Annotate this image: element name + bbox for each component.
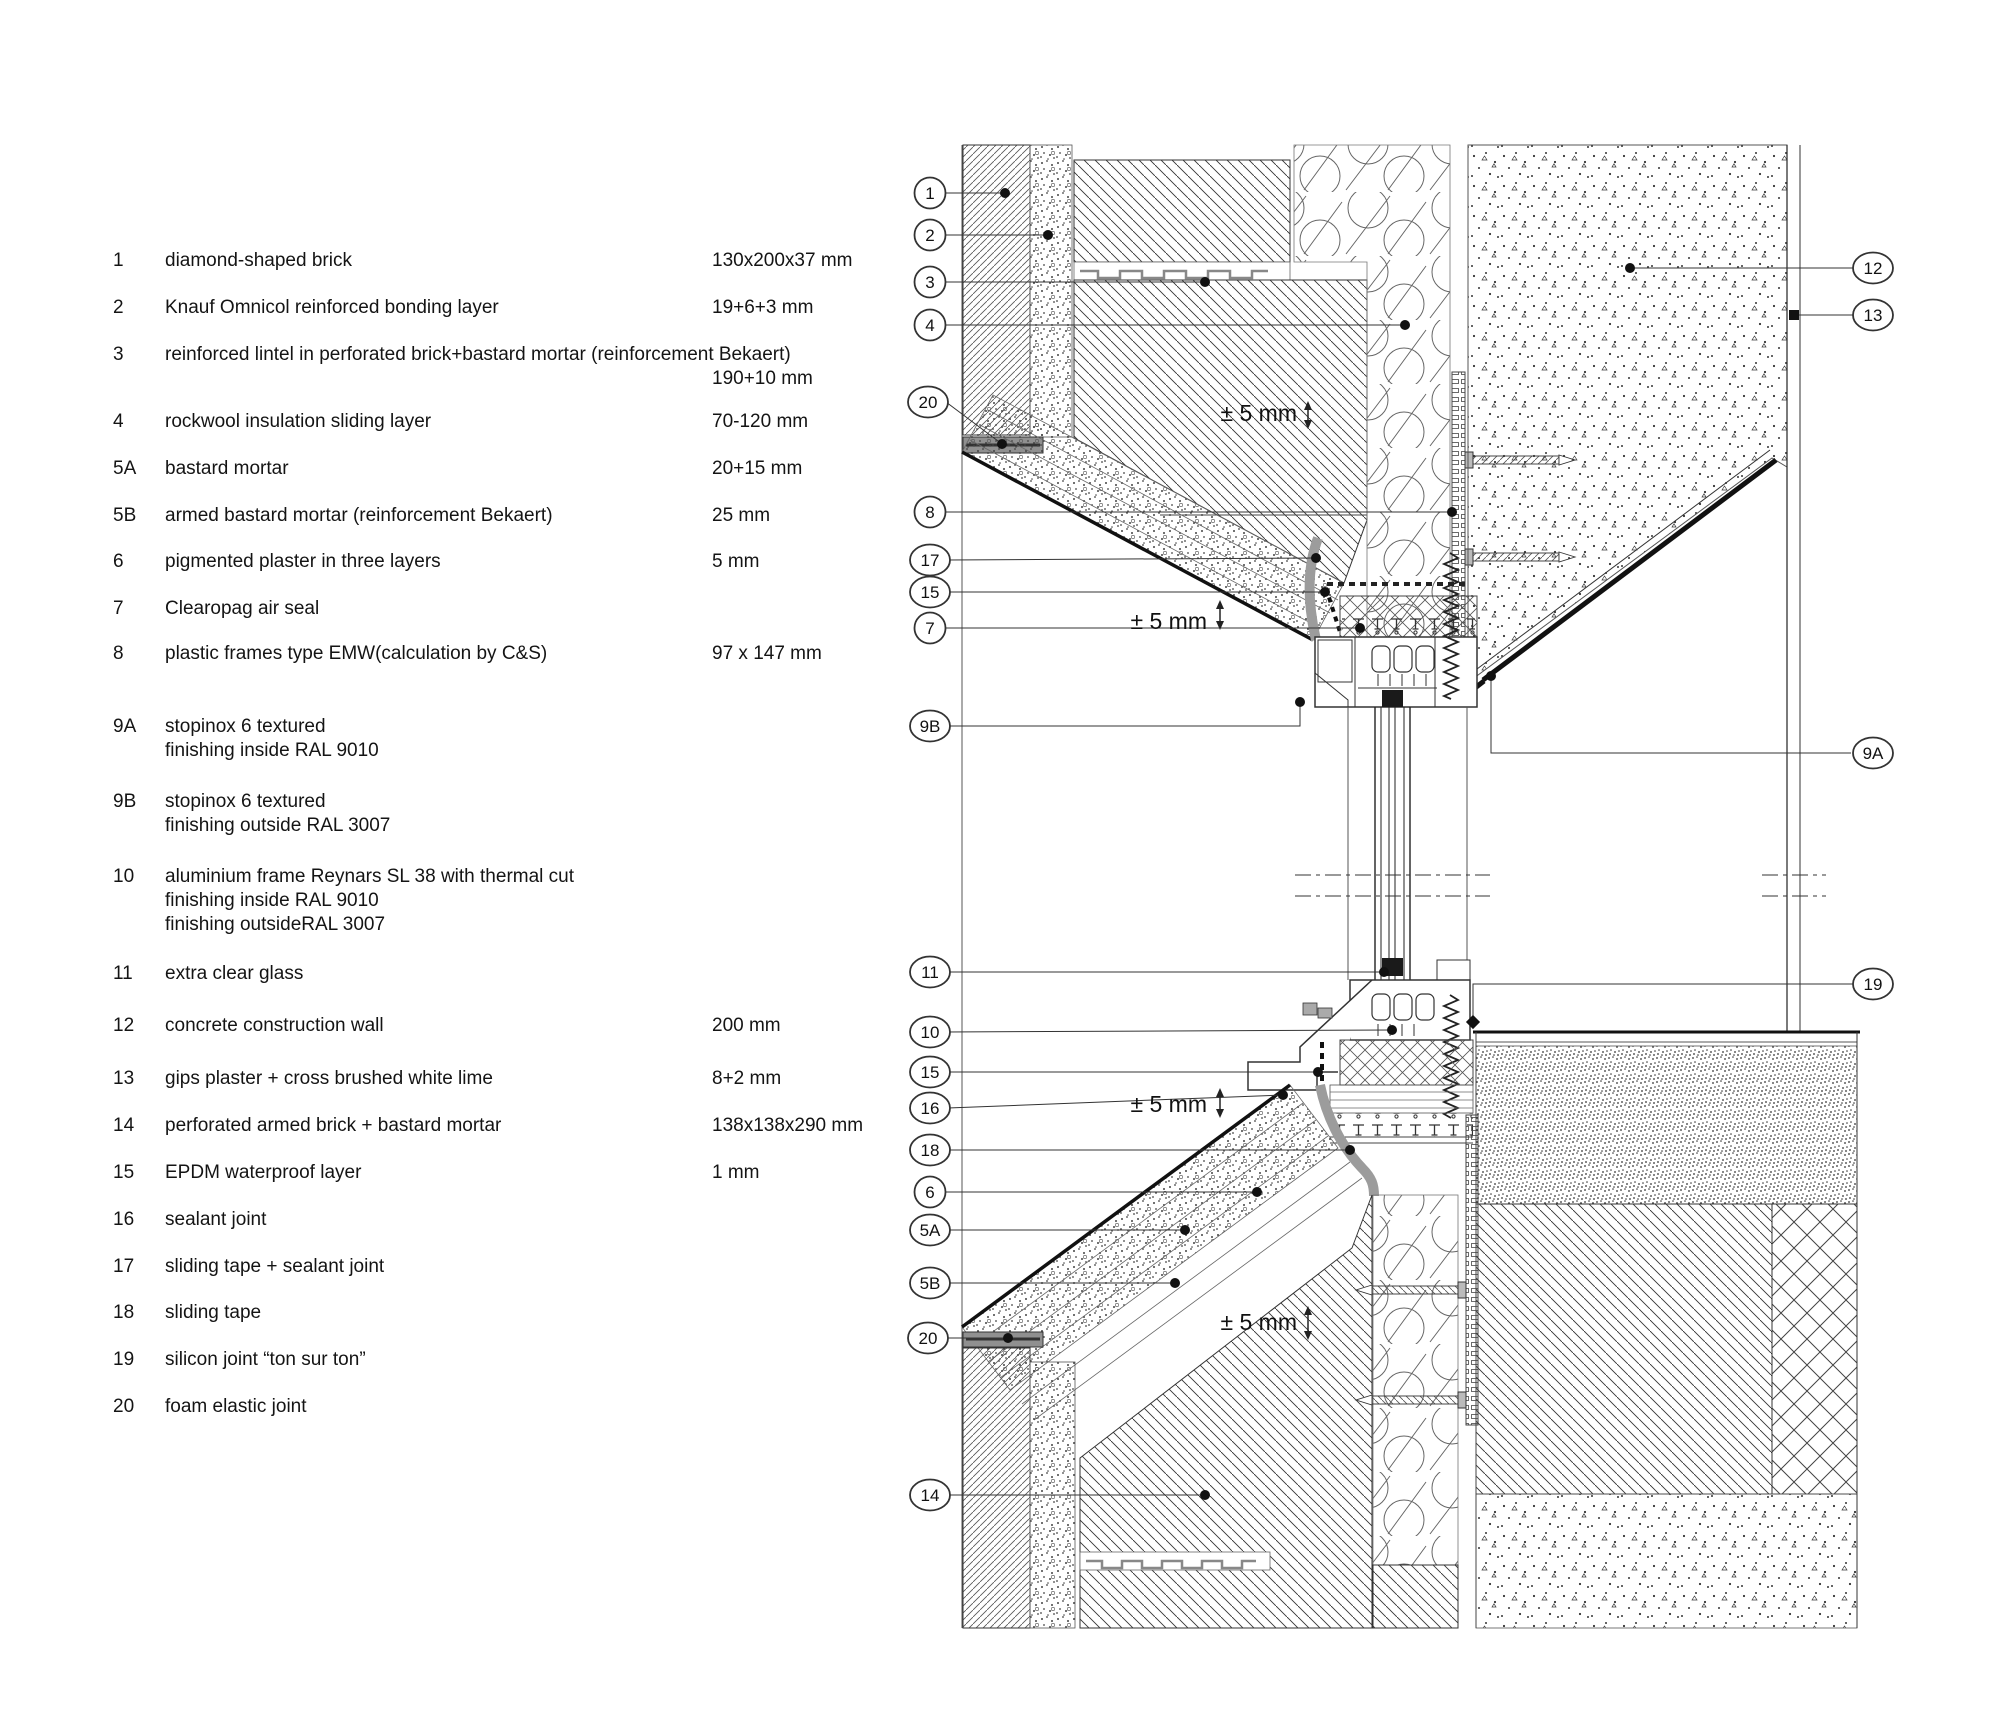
legend-item-desc: gips plaster + cross brushed white lime	[165, 1068, 493, 1089]
legend-item-number: 20	[113, 1396, 135, 1417]
callout-label: 20	[918, 393, 938, 412]
rockwool-insulation-bottom	[1373, 1195, 1458, 1565]
legend-item-desc: stopinox 6 textured	[165, 716, 326, 737]
legend-item-desc: finishing outside RAL 3007	[165, 815, 391, 836]
callout-label: 9B	[919, 717, 941, 736]
callout-label: 20	[918, 1329, 938, 1348]
legend-item-dimension: 190+10 mm	[712, 368, 813, 389]
legend-item-number: 6	[113, 551, 124, 572]
leader-dot	[1003, 1333, 1013, 1343]
leader-dot	[1789, 310, 1799, 320]
leader-dot	[1313, 1067, 1323, 1077]
leader-dot	[1170, 1278, 1180, 1288]
diamond-brick-bottom	[963, 1348, 1030, 1628]
leader-line	[1491, 676, 1851, 753]
leader-dot	[1320, 587, 1330, 597]
callout-label: 19	[1863, 975, 1883, 994]
legend-item-desc: finishing inside RAL 9010	[165, 740, 379, 761]
legend-item-desc: finishing outsideRAL 3007	[165, 914, 386, 935]
legend-item-desc: Knauf Omnicol reinforced bonding layer	[165, 297, 499, 318]
tolerance-text: ± 5 mm	[1130, 608, 1207, 634]
legend-item-desc: rockwool insulation sliding layer	[165, 411, 432, 432]
leader-dot	[1387, 1025, 1397, 1035]
callout-label: 1	[925, 184, 935, 203]
legend-item-number: 19	[113, 1349, 135, 1370]
concrete-wall	[1468, 145, 1787, 678]
tolerance-annotation-3	[1130, 1088, 1224, 1118]
tolerance-arrow-down	[1216, 1109, 1224, 1118]
leader-dot	[1311, 553, 1321, 563]
air-seal-band-sill	[1340, 1040, 1473, 1085]
callout-label: 10	[920, 1023, 940, 1042]
legend-item-number: 3	[113, 344, 124, 365]
leader-dot	[1252, 1187, 1262, 1197]
leader-dot	[1379, 967, 1389, 977]
legend-item-number: 11	[113, 963, 133, 984]
callout-label: 2	[925, 226, 935, 245]
lintel-upper-block	[1074, 160, 1290, 262]
leader-dot	[1295, 697, 1305, 707]
legend-item-number: 5A	[113, 458, 137, 479]
legend-item-desc: finishing inside RAL 9010	[165, 890, 379, 911]
leader-dot	[1200, 277, 1210, 287]
legend-item-dimension: 20+15 mm	[712, 458, 803, 479]
inner-leaf-hatch-bottom	[1373, 1565, 1458, 1628]
legend-item-number: 13	[113, 1068, 135, 1089]
floor-concrete-base	[1476, 1494, 1857, 1628]
legend-item-desc: diamond-shaped brick	[165, 250, 352, 271]
tolerance-text: ± 5 mm	[1130, 1091, 1207, 1117]
callout-label: 9A	[1862, 744, 1884, 763]
callout-label: 14	[920, 1486, 940, 1505]
callout-label: 12	[1863, 259, 1883, 278]
callout-label: 11	[921, 963, 939, 982]
leader-line	[1473, 984, 1853, 1022]
tolerance-annotation-2	[1130, 600, 1224, 634]
legend-item-desc: foam elastic joint	[165, 1396, 307, 1417]
legend-item-dimension: 130x200x37 mm	[712, 250, 853, 271]
callout-label: 8	[925, 503, 935, 522]
callout-11	[910, 957, 1389, 988]
legend-item-desc: reinforced lintel in perforated brick+bastard mortar (reinforcement Bekaert)	[165, 344, 791, 365]
tolerance-arrow-up	[1216, 1088, 1224, 1097]
legend-item-number: 10	[113, 866, 135, 887]
leader-line	[948, 702, 1300, 726]
leader-dot	[997, 439, 1007, 449]
tolerance-text: ± 5 mm	[1220, 1309, 1297, 1335]
legend-item-desc: stopinox 6 textured	[165, 791, 326, 812]
bekaert-seam-bottom	[1080, 1552, 1270, 1570]
legend-item-desc: EPDM waterproof layer	[165, 1162, 362, 1183]
floor-slab-hatch	[1476, 1204, 1772, 1494]
callout-19	[1466, 969, 1893, 1030]
callout-label: 13	[1863, 306, 1883, 325]
legend-item-number: 15	[113, 1162, 135, 1183]
legend-item-number: 5B	[113, 505, 137, 526]
leader-dot	[1355, 623, 1365, 633]
legend-item-desc: plastic frames type EMW(calculation by C&S)	[165, 643, 548, 664]
tolerance-arrow-down	[1216, 621, 1224, 630]
callout-label: 5A	[919, 1221, 941, 1240]
mortar-band-top	[1030, 145, 1072, 437]
legend-item-dimension: 200 mm	[712, 1015, 781, 1036]
legend-item-desc: sliding tape + sealant joint	[165, 1256, 385, 1277]
callout-13	[1789, 300, 1893, 331]
legend-item-number: 16	[113, 1209, 135, 1230]
legend-item-desc: Clearopag air seal	[165, 598, 320, 619]
legend-item-number: 1	[113, 250, 124, 271]
callout-label: 4	[925, 316, 935, 335]
leader-dot	[1625, 263, 1635, 273]
legend-item-dimension: 5 mm	[712, 551, 760, 572]
leader-dot	[1200, 1490, 1210, 1500]
legend-item-desc: concrete construction wall	[165, 1015, 384, 1036]
legend-item-dimension: 97 x 147 mm	[712, 643, 822, 664]
legend-item-desc: perforated armed brick + bastard mortar	[165, 1115, 502, 1136]
leader-dot	[1447, 507, 1457, 517]
bekaert-seam-top	[1074, 262, 1290, 280]
legend-item-number: 4	[113, 411, 124, 432]
legend-item-desc: extra clear glass	[165, 963, 304, 984]
legend-item-number: 7	[113, 598, 124, 619]
glazing-unit	[1348, 707, 1467, 984]
callout-label: 7	[925, 619, 935, 638]
leader-dot	[1345, 1145, 1355, 1155]
legend-item-number: 2	[113, 297, 124, 318]
legend-item-number: 8	[113, 643, 124, 664]
callout-16	[910, 1090, 1288, 1124]
tolerance-arrow-up	[1216, 600, 1224, 609]
legend-item-dimension: 138x138x290 mm	[712, 1115, 864, 1136]
floor-cross-block	[1772, 1204, 1857, 1494]
leader-dot	[1486, 671, 1496, 681]
legend-item-number: 14	[113, 1115, 135, 1136]
leader-dot	[1180, 1225, 1190, 1235]
legend-item-desc: silicon joint “ton sur ton”	[165, 1349, 366, 1370]
legend-item-number: 9A	[113, 716, 137, 737]
callout-label: 18	[920, 1141, 940, 1160]
leader-dot	[1278, 1090, 1288, 1100]
callout-label: 6	[925, 1183, 935, 1202]
legend-item-dimension: 1 mm	[712, 1162, 760, 1183]
callout-label: 17	[920, 551, 940, 570]
floor-screed	[1476, 1046, 1857, 1204]
callout-label: 16	[920, 1099, 940, 1118]
anchor-row-sill	[1332, 1113, 1473, 1137]
legend-item-desc: sliding tape	[165, 1302, 262, 1323]
leader-line	[948, 1095, 1283, 1108]
legend-item-number: 12	[113, 1015, 135, 1036]
leader-dot	[1400, 320, 1410, 330]
legend-item-desc: pigmented plaster in three layers	[165, 551, 441, 572]
legend-item-desc: sealant joint	[165, 1209, 267, 1230]
callout-label: 15	[920, 583, 940, 602]
legend-item-number: 18	[113, 1302, 135, 1323]
legend-item-number: 9B	[113, 791, 137, 812]
callout-label: 5B	[919, 1274, 941, 1293]
legend-item-dimension: 19+6+3 mm	[712, 297, 814, 318]
leader-dot	[1000, 188, 1010, 198]
tolerance-text: ± 5 mm	[1220, 400, 1297, 426]
legend-item-desc: armed bastard mortar (reinforcement Bekaert)	[165, 505, 553, 526]
legend-item-dimension: 8+2 mm	[712, 1068, 782, 1089]
bottom-detail	[962, 958, 1860, 1628]
legend-item-dimension: 25 mm	[712, 505, 771, 526]
leader-dot	[1043, 230, 1053, 240]
callout-label: 3	[925, 273, 935, 292]
callout-9B	[910, 697, 1305, 742]
legend-item-number: 17	[113, 1256, 135, 1277]
legend-item-desc: aluminium frame Reynars SL 38 with thermal cut	[165, 866, 575, 887]
callout-label: 15	[920, 1063, 940, 1082]
callout-9A	[1486, 671, 1893, 769]
legend-item-desc: bastard mortar	[165, 458, 289, 479]
diamond-brick-top	[963, 145, 1030, 435]
legend-item-dimension: 70-120 mm	[712, 411, 809, 432]
